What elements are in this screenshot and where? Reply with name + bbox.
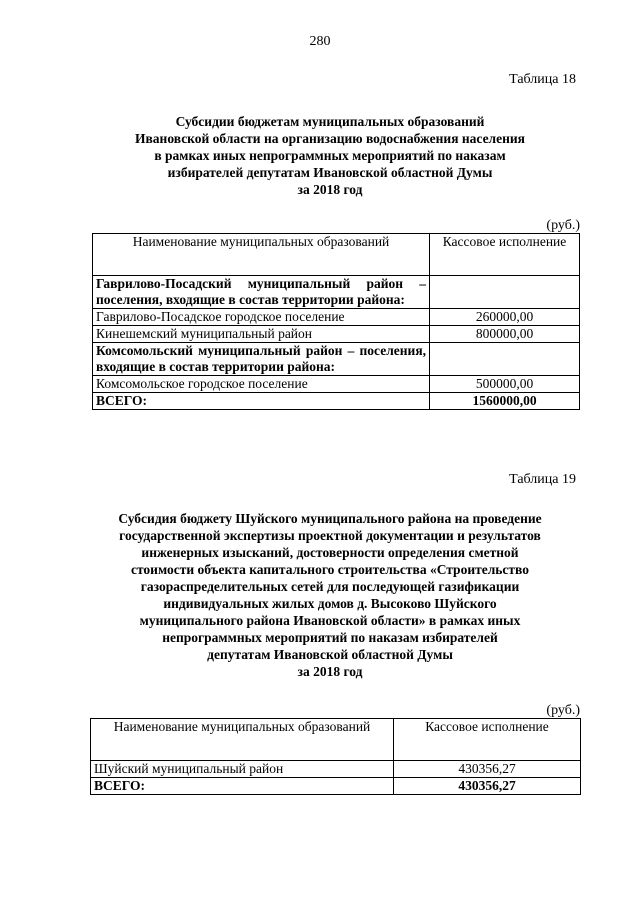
- row-value: [430, 343, 580, 376]
- row-name: Кинешемский муниципальный район: [93, 326, 430, 343]
- column-header-value: Кассовое исполнение: [394, 719, 581, 761]
- title-line: муниципального района Ивановской области» в рамках иных: [139, 613, 521, 628]
- table-18: [92, 233, 580, 410]
- table-row: [91, 761, 581, 778]
- row-value: 500000,00: [430, 376, 580, 393]
- row-value: [430, 276, 580, 309]
- title-line: Субсидия бюджету Шуйского муниципального района на проведение: [118, 511, 542, 526]
- table-row: [93, 343, 580, 376]
- table-19-label: Таблица 19: [509, 472, 576, 487]
- total-label: ВСЕГО:: [93, 393, 430, 410]
- row-name: Гаврилово-Посадское городское поселение: [93, 309, 430, 326]
- total-value: 1560000,00: [430, 393, 580, 410]
- table-19: [90, 718, 581, 795]
- table-18-units: (руб.): [546, 218, 580, 233]
- row-name: Комсомольское городское поселение: [93, 376, 430, 393]
- row-value: 800000,00: [430, 326, 580, 343]
- table-18-label: Таблица 18: [509, 72, 576, 87]
- row-value: 430356,27: [394, 761, 581, 778]
- table-19-units: (руб.): [546, 703, 580, 718]
- column-header-value: Кассовое исполнение: [430, 234, 580, 276]
- title-line: за 2018 год: [297, 182, 363, 197]
- total-value: 430356,27: [394, 778, 581, 795]
- table-row: [93, 276, 580, 309]
- page-number: 280: [309, 34, 331, 49]
- title-line: инженерных изысканий, достоверности определения сметной: [141, 545, 519, 560]
- title-line: депутатам Ивановской областной Думы: [207, 647, 453, 662]
- row-value: 260000,00: [430, 309, 580, 326]
- title-line: непрограммных мероприятий по наказам избирателей: [162, 630, 498, 645]
- title-line: государственной экспертизы проектной документации и результатов: [119, 528, 541, 543]
- title-line: за 2018 год: [297, 664, 363, 679]
- table-18-title: [80, 113, 580, 198]
- table-19-title: [80, 510, 580, 680]
- total-row: [93, 393, 580, 410]
- row-name: Шуйский муниципальный район: [91, 761, 394, 778]
- table-row: [93, 326, 580, 343]
- title-line: газораспределительных сетей для последующей газификации: [140, 579, 520, 594]
- total-label: ВСЕГО:: [91, 778, 394, 795]
- title-line: стоимости объекта капитального строительства «Строительство: [130, 562, 530, 577]
- table-header-row: [91, 719, 581, 761]
- row-name: Комсомольский муниципальный район – поселения, входящие в состав территории района:: [93, 343, 430, 376]
- table-row: [93, 309, 580, 326]
- title-line: Субсидии бюджетам муниципальных образований: [175, 114, 485, 129]
- title-line: в рамках иных непрограммных мероприятий по наказам: [154, 148, 506, 163]
- title-line: избирателей депутатам Ивановской областной Думы: [167, 165, 493, 180]
- title-line: индивидуальных жилых домов д. Высоково Шуйского: [163, 596, 497, 611]
- total-row: [91, 778, 581, 795]
- title-line: Ивановской области на организацию водоснабжения населения: [135, 131, 525, 146]
- column-header-name: Наименование муниципальных образований: [93, 234, 430, 276]
- table-header-row: [93, 234, 580, 276]
- table-row: [93, 376, 580, 393]
- column-header-name: Наименование муниципальных образований: [91, 719, 394, 761]
- row-name: Гаврилово-Посадский муниципальный район – поселения, входящие в состав территории района:: [93, 276, 430, 309]
